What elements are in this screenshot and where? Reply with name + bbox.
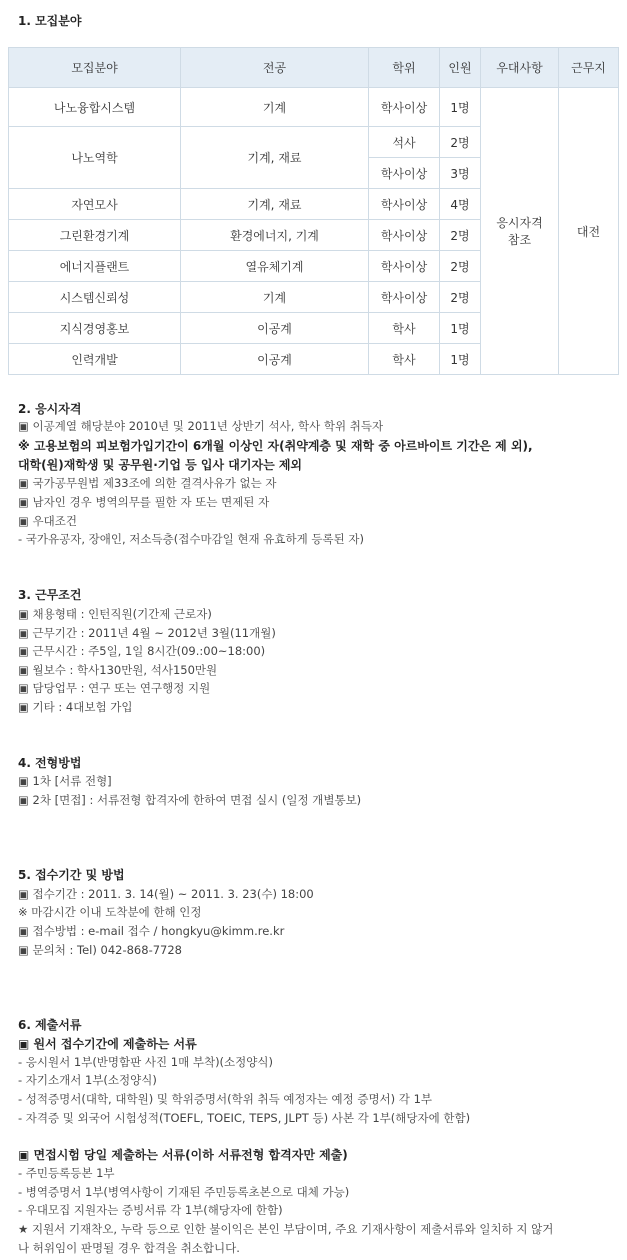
cell-field: 그린환경기계 — [9, 220, 181, 251]
document-item: - 자기소개서 1부(소정양식) — [18, 1073, 157, 1087]
cell-count: 2명 — [440, 282, 481, 313]
application-line: ▣ 문의처 : Tel) 042-868-7728 — [18, 943, 182, 957]
section-6-title: 6. 제출서류 — [18, 1018, 82, 1032]
cell-field: 지식경영홍보 — [9, 313, 181, 344]
cell-major: 기계, 재료 — [181, 189, 369, 220]
section-4-title: 4. 전형방법 — [18, 756, 82, 770]
qualification-line: - 국가유공자, 장애인, 저소득층(접수마감일 현재 유효하게 등록된 자) — [18, 532, 364, 546]
section-5-title: 5. 접수기간 및 방법 — [18, 868, 125, 882]
preference-line: 참조 — [507, 233, 532, 247]
header-degree: 학위 — [369, 48, 440, 88]
cell-count: 4명 — [440, 189, 481, 220]
cell-degree: 학사이상 — [369, 282, 440, 313]
cell-major: 기계 — [181, 282, 369, 313]
cell-degree: 학사 — [369, 344, 440, 375]
cell-major: 기계 — [181, 88, 369, 127]
condition-line: ▣ 근무기간 : 2011년 4월 ~ 2012년 3월(11개월) — [18, 626, 276, 640]
cell-degree: 학사이상 — [369, 88, 440, 127]
header-location: 근무지 — [559, 48, 619, 88]
header-count: 인원 — [440, 48, 481, 88]
cell-preference — [481, 88, 559, 375]
cell-field: 자연모사 — [9, 189, 181, 220]
header-preference: 우대사항 — [481, 48, 559, 88]
document-item: - 우대모집 지원자는 증빙서류 각 1부(해당자에 한함) — [18, 1203, 283, 1217]
cell-count: 1명 — [440, 88, 481, 127]
cell-count: 3명 — [440, 158, 481, 189]
cell-location: 대전 — [559, 88, 619, 375]
header-major: 전공 — [181, 48, 369, 88]
cell-field: 나노역학 — [9, 127, 181, 189]
cell-field: 인력개발 — [9, 344, 181, 375]
selection-line: ▣ 2차 [면접] : 서류전형 합격자에 한하여 면접 실시 (일정 개별통보) — [18, 793, 362, 807]
condition-line: ▣ 기타 : 4대보험 가입 — [18, 700, 133, 714]
cell-degree: 학사 — [369, 313, 440, 344]
document-item: - 응시원서 1부(반명함판 사진 1매 부착)(소정양식) — [18, 1055, 273, 1069]
cell-count: 2명 — [440, 127, 481, 158]
cell-count: 2명 — [440, 251, 481, 282]
cell-degree: 석사 — [369, 127, 440, 158]
qualification-line: ▣ 이공계열 해당분야 2010년 및 2011년 상반기 석사, 학사 학위 취득자 — [18, 419, 384, 433]
selection-line: ▣ 1차 [서류 전형] — [18, 774, 112, 788]
document-notice: 나 허위임이 판명될 경우 합격을 취소합니다. — [18, 1241, 240, 1255]
cell-major: 이공계 — [181, 344, 369, 375]
application-line: ▣ 접수기간 : 2011. 3. 14(월) ~ 2011. 3. 23(수) 18:00 — [18, 887, 314, 901]
preference-line: 응시자격 — [496, 216, 543, 230]
qualification-note: 대학(원)재학생 및 공무원·기업 등 입사 대기자는 제외 — [18, 458, 303, 472]
section-2-title: 2. 응시자격 — [18, 402, 82, 416]
qualification-line: ▣ 남자인 경우 병역의무를 필한 자 또는 면제된 자 — [18, 495, 270, 509]
cell-field: 나노융합시스템 — [9, 88, 181, 127]
document-item: - 성적증명서(대학, 대학원) 및 학위증명서(학위 취득 예정자는 예정 증명서) 각 1부 — [18, 1092, 432, 1106]
section-3-title: 3. 근무조건 — [18, 588, 82, 602]
cell-degree: 학사이상 — [369, 251, 440, 282]
condition-line: ▣ 채용형태 : 인턴직원(기간제 근로자) — [18, 607, 212, 621]
documents-subheading: ▣ 원서 접수기간에 제출하는 서류 — [18, 1037, 197, 1051]
cell-major: 이공계 — [181, 313, 369, 344]
application-line: ▣ 접수방법 : e-mail 접수 / hongkyu@kimm.re.kr — [18, 924, 285, 938]
table-header-row — [9, 48, 619, 88]
section-1-title: 1. 모집분야 — [18, 14, 82, 28]
document-item: - 병역증명서 1부(병역사항이 기재된 주민등록초본으로 대체 가능) — [18, 1185, 350, 1199]
cell-count: 1명 — [440, 344, 481, 375]
condition-line: ▣ 담당업무 : 연구 또는 연구행정 지원 — [18, 681, 211, 695]
cell-field: 에너지플랜트 — [9, 251, 181, 282]
document-notice: ★ 지원서 기재착오, 누락 등으로 인한 불이익은 본인 부담이며, 주요 기재사항이 제출서류와 일치하 지 않거 — [18, 1222, 554, 1236]
cell-degree: 학사이상 — [369, 158, 440, 189]
cell-field: 시스템신뢰성 — [9, 282, 181, 313]
qualification-note: ※ 고용보험의 피보험가입기간이 6개월 이상인 자(취약계층 및 재학 중 아르바이트 기간은 제 외), — [18, 439, 533, 453]
condition-line: ▣ 월보수 : 학사130만원, 석사150만원 — [18, 663, 218, 677]
document-item: - 주민등록등본 1부 — [18, 1166, 115, 1180]
recruitment-table — [8, 47, 619, 375]
cell-major: 기계, 재료 — [181, 127, 369, 189]
cell-major: 환경에너지, 기계 — [181, 220, 369, 251]
cell-degree: 학사이상 — [369, 220, 440, 251]
table-row — [9, 88, 619, 127]
header-field: 모집분야 — [9, 48, 181, 88]
cell-degree: 학사이상 — [369, 189, 440, 220]
qualification-line: ▣ 국가공무원법 제33조에 의한 결격사유가 없는 자 — [18, 476, 277, 490]
qualification-line: ▣ 우대조건 — [18, 514, 77, 528]
documents-subheading: ▣ 면접시험 당일 제출하는 서류(이하 서류전형 합격자만 제출) — [18, 1148, 348, 1162]
condition-line: ▣ 근무시간 : 주5일, 1일 8시간(09.:00~18:00) — [18, 644, 266, 658]
application-line: ※ 마감시간 이내 도착분에 한해 인정 — [18, 905, 202, 919]
document-item: - 자격증 및 외국어 시험성적(TOEFL, TOEIC, TEPS, JLPT 등) 사본 각 1부(해당자에 한함) — [18, 1111, 471, 1125]
cell-count: 1명 — [440, 313, 481, 344]
cell-count: 2명 — [440, 220, 481, 251]
cell-major: 열유체기계 — [181, 251, 369, 282]
